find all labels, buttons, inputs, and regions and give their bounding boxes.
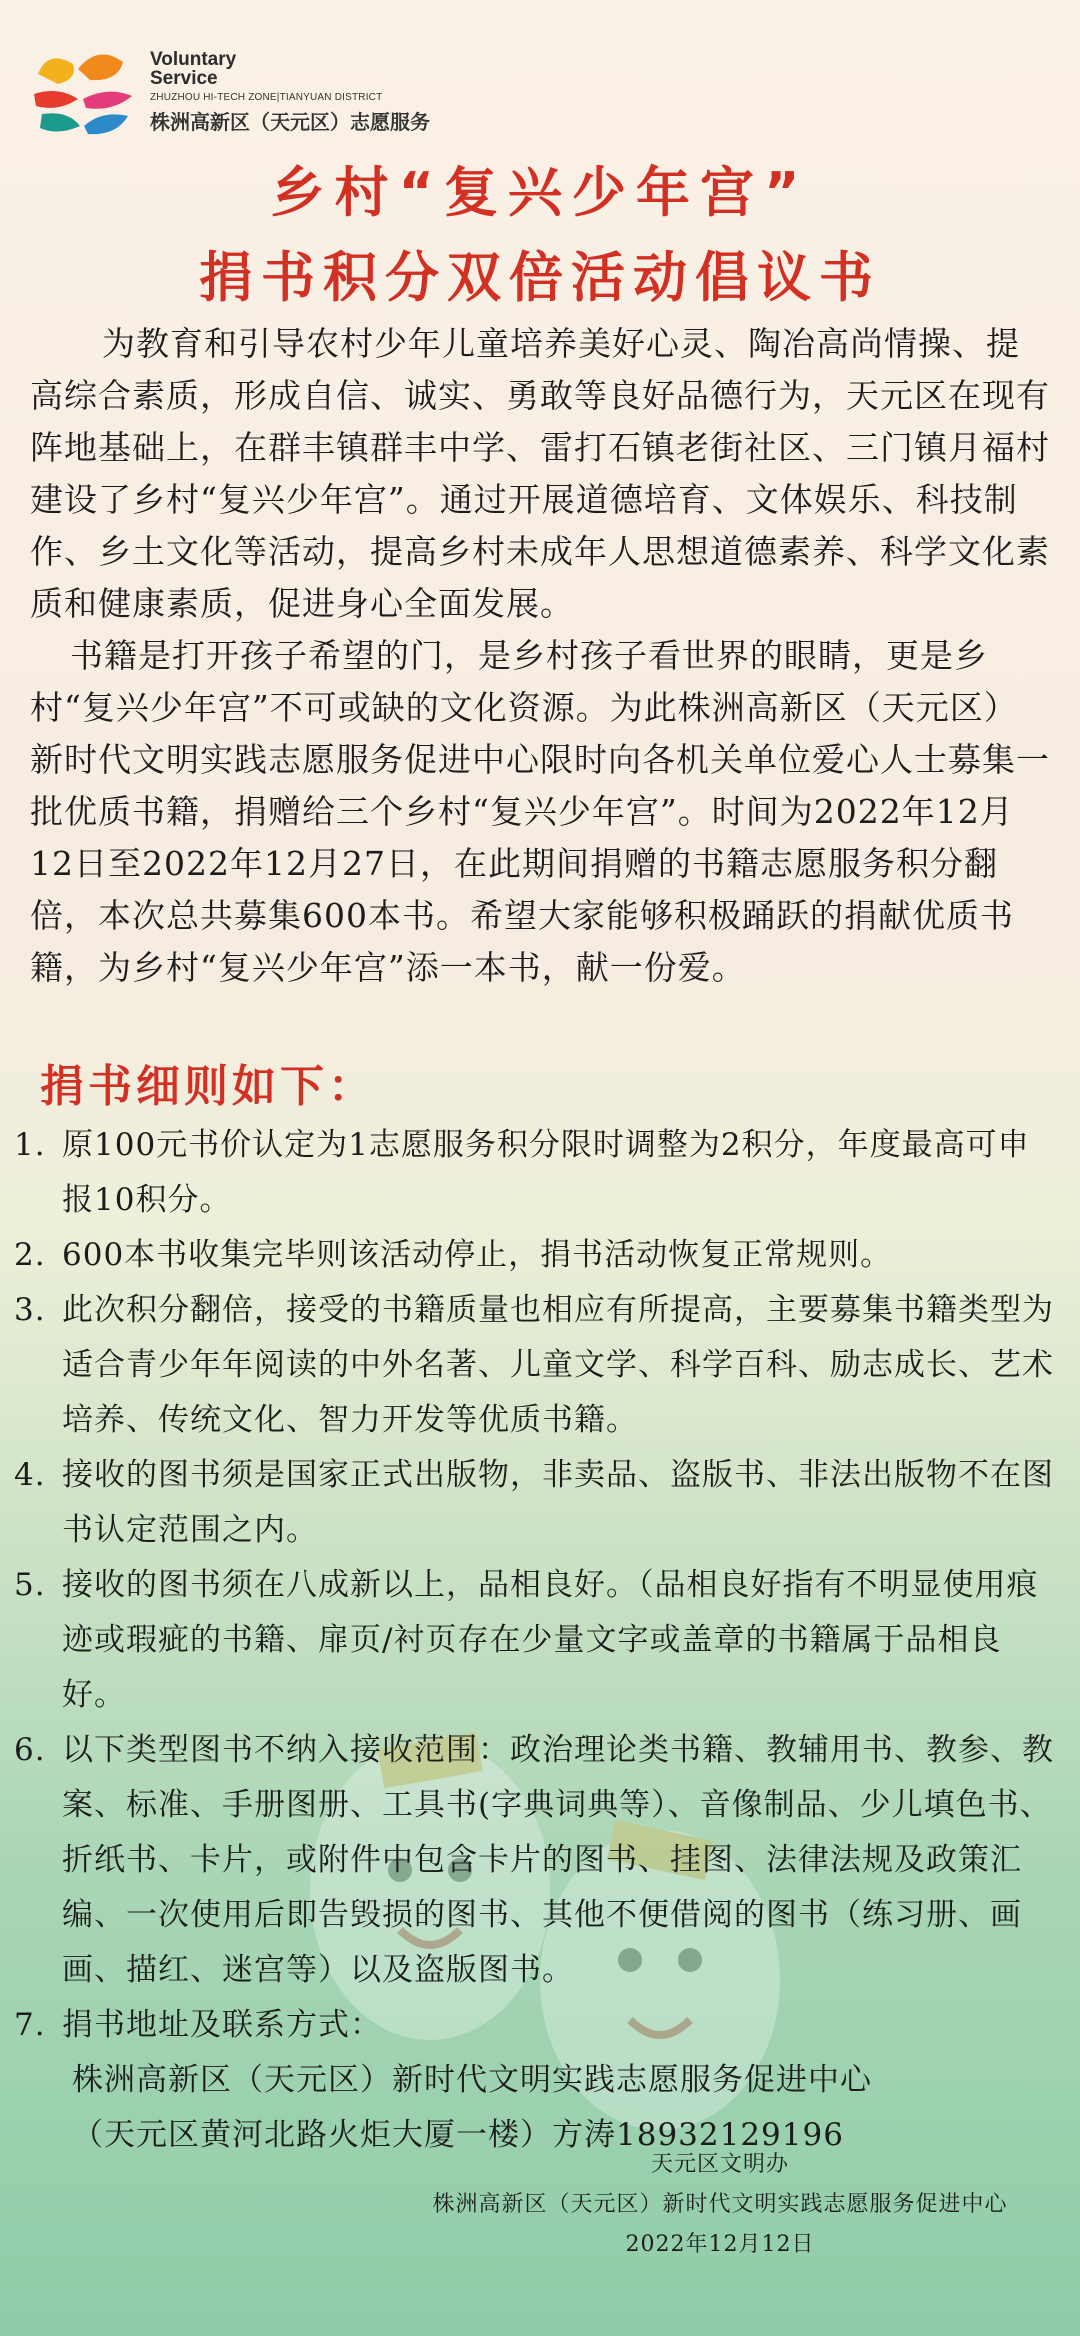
rule-number: 6.: [14, 1732, 46, 1768]
volunteer-service-logo: [28, 44, 448, 144]
intro-paragraph: 为教育和引导农村少年儿童培养美好心灵、陶冶高尚情操、提高综合素质，形成自信、诚实、勇敢等良好品德行为，天元区在现有阵地基础上，在群丰镇群丰中学、雷打石镇老街社区、三门镇月福村建设了乡村“复兴少年宫”。通过开展道德培育、文体娱乐、科技制作、乡土文化等活动，提高乡村未成年人思想道德素养、科学文化素质和健康素质，促进身心全面发展。: [30, 324, 1050, 623]
contact-address-phone: （天元区黄河北路火炬大厦一楼）方涛18932129196: [72, 2117, 844, 2153]
logo-subtitle: ZHUZHOU HI-TECH ZONE|TIANYUAN DISTRICT: [150, 92, 383, 103]
rule-number: 3.: [14, 1292, 46, 1328]
rule-number: 7.: [14, 2007, 46, 2043]
document-title-line1: 乡村“复兴少年宫”: [270, 161, 810, 224]
rule-text: 接收的图书须是国家正式出版物，非卖品、盗版书、非法出版物不在图书认定范围之内。: [62, 1457, 1054, 1548]
rules-heading: 捐书细则如下：: [40, 1061, 376, 1112]
rule-text: 600本书收集完毕则该活动停止，捐书活动恢复正常规则。: [62, 1237, 893, 1273]
rule-text: 以下类型图书不纳入接收范围：政治理论类书籍、教辅用书、教参、教案、标准、手册图册、工具书(字典词典等）、音像制品、少儿填色书、折纸书、卡片，或附件中包含卡片的图书、挂图、法律法规及政策汇编、一次使用后即告毁损的图书、其他不便借阅的图书（练习册、画画、描红、迷宫等）以及盗版图书。: [62, 1732, 1054, 1988]
rule-number: 4.: [14, 1457, 46, 1493]
rule-item: [14, 1723, 1059, 1998]
document-title-line2: 捐书积分双倍活动倡议书: [199, 246, 881, 309]
contact-organization: 株洲高新区（天元区）新时代文明实践志愿服务促进中心: [72, 2062, 872, 2098]
rule-item: [14, 1558, 1059, 1723]
volunteer-logo-icon: [28, 44, 136, 140]
rule-item: [14, 1448, 1059, 1558]
logo-chinese-name: 株洲高新区（天元区）志愿服务: [150, 112, 430, 134]
rule-text: 原100元书价认定为1志愿服务积分限时调整为2积分，年度最高可申报10积分。: [62, 1127, 1030, 1218]
rules-list: [14, 1118, 1059, 2163]
signature-organization: 株洲高新区（天元区）新时代文明实践志愿服务促进中心: [432, 2192, 1008, 2217]
rule-text: 捐书地址及联系方式：: [62, 2007, 382, 2043]
signature-block: [370, 2145, 1070, 2265]
rule-item: [14, 1998, 1059, 2163]
rule-number: 1.: [14, 1127, 46, 1163]
logo-english-line1: Voluntary: [150, 49, 237, 70]
signature-issuer: 天元区文明办: [650, 2152, 789, 2177]
rule-item: [14, 1283, 1059, 1448]
logo-english-line2: Service: [150, 68, 218, 89]
rule-number: 2.: [14, 1237, 46, 1273]
rule-text: 接收的图书须在八成新以上，品相良好。（品相良好指有不明显使用痕迹或瑕疵的书籍、扉页/衬页存在少量文字或盖章的书籍属于品相良好。: [62, 1567, 1039, 1713]
signature-date: 2022年12月12日: [625, 2232, 815, 2257]
rule-text: 此次积分翻倍，接受的书籍质量也相应有所提高，主要募集书籍类型为适合青少年年阅读的中外名著、儿童文学、科学百科、励志成长、艺术培养、传统文化、智力开发等优质书籍。: [62, 1292, 1054, 1438]
rule-number: 5.: [14, 1567, 46, 1603]
appeal-paragraph: 书籍是打开孩子希望的门，是乡村孩子看世界的眼睛，更是乡村“复兴少年宫”不可或缺的文化资源。为此株洲高新区（天元区）新时代文明实践志愿服务促进中心限时向各机关单位爱心人士募集一批优质书籍，捐赠给三个乡村“复兴少年宫”。时间为2022年12月12日至2022年12月27日，在此期间捐赠的书籍志愿服务积分翻倍，本次总共募集600本书。希望大家能够积极踊跃的捐献优质书籍，为乡村“复兴少年宫”添一本书，献一份爱。: [30, 636, 1050, 987]
rule-item: [14, 1118, 1059, 1228]
rule-item: [14, 1228, 1059, 1283]
